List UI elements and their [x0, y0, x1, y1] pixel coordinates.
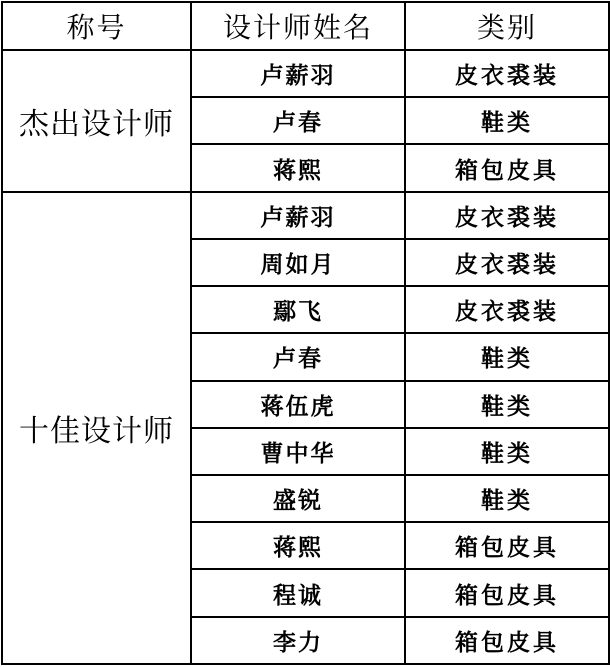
designer-category: 箱包皮具 — [405, 144, 609, 191]
designer-category: 皮衣裘装 — [405, 50, 609, 97]
designer-category: 鞋类 — [405, 428, 609, 475]
designer-name: 蒋熙 — [191, 522, 405, 569]
designer-name: 卢薪羽 — [191, 50, 405, 97]
designer-name: 曹中华 — [191, 428, 405, 475]
designer-category: 箱包皮具 — [405, 617, 609, 664]
header-category: 类别 — [405, 2, 609, 50]
designer-name: 盛锐 — [191, 475, 405, 522]
designer-name: 程诚 — [191, 569, 405, 616]
award-title-outstanding: 杰出设计师 — [2, 50, 191, 192]
designer-name: 卢春 — [191, 97, 405, 144]
designer-name: 鄢飞 — [191, 286, 405, 333]
designer-name: 卢春 — [191, 333, 405, 380]
designer-name: 蒋伍虎 — [191, 381, 405, 428]
header-title: 称号 — [2, 2, 191, 50]
designer-category: 皮衣裘装 — [405, 239, 609, 286]
designer-category: 鞋类 — [405, 475, 609, 522]
header-row — [2, 2, 609, 50]
designer-category: 箱包皮具 — [405, 569, 609, 616]
table-row — [2, 192, 609, 239]
designer-name: 周如月 — [191, 239, 405, 286]
table-row — [2, 50, 609, 97]
designer-awards-table — [1, 1, 610, 665]
award-title-top-ten: 十佳设计师 — [2, 192, 191, 664]
designer-name: 蒋熙 — [191, 144, 405, 191]
designer-category: 箱包皮具 — [405, 522, 609, 569]
designer-name: 李力 — [191, 617, 405, 664]
designer-category: 皮衣裘装 — [405, 192, 609, 239]
designer-category: 鞋类 — [405, 381, 609, 428]
designer-category: 皮衣裘装 — [405, 286, 609, 333]
header-designer-name: 设计师姓名 — [191, 2, 405, 50]
designer-name: 卢薪羽 — [191, 192, 405, 239]
designer-category: 鞋类 — [405, 97, 609, 144]
designer-category: 鞋类 — [405, 333, 609, 380]
